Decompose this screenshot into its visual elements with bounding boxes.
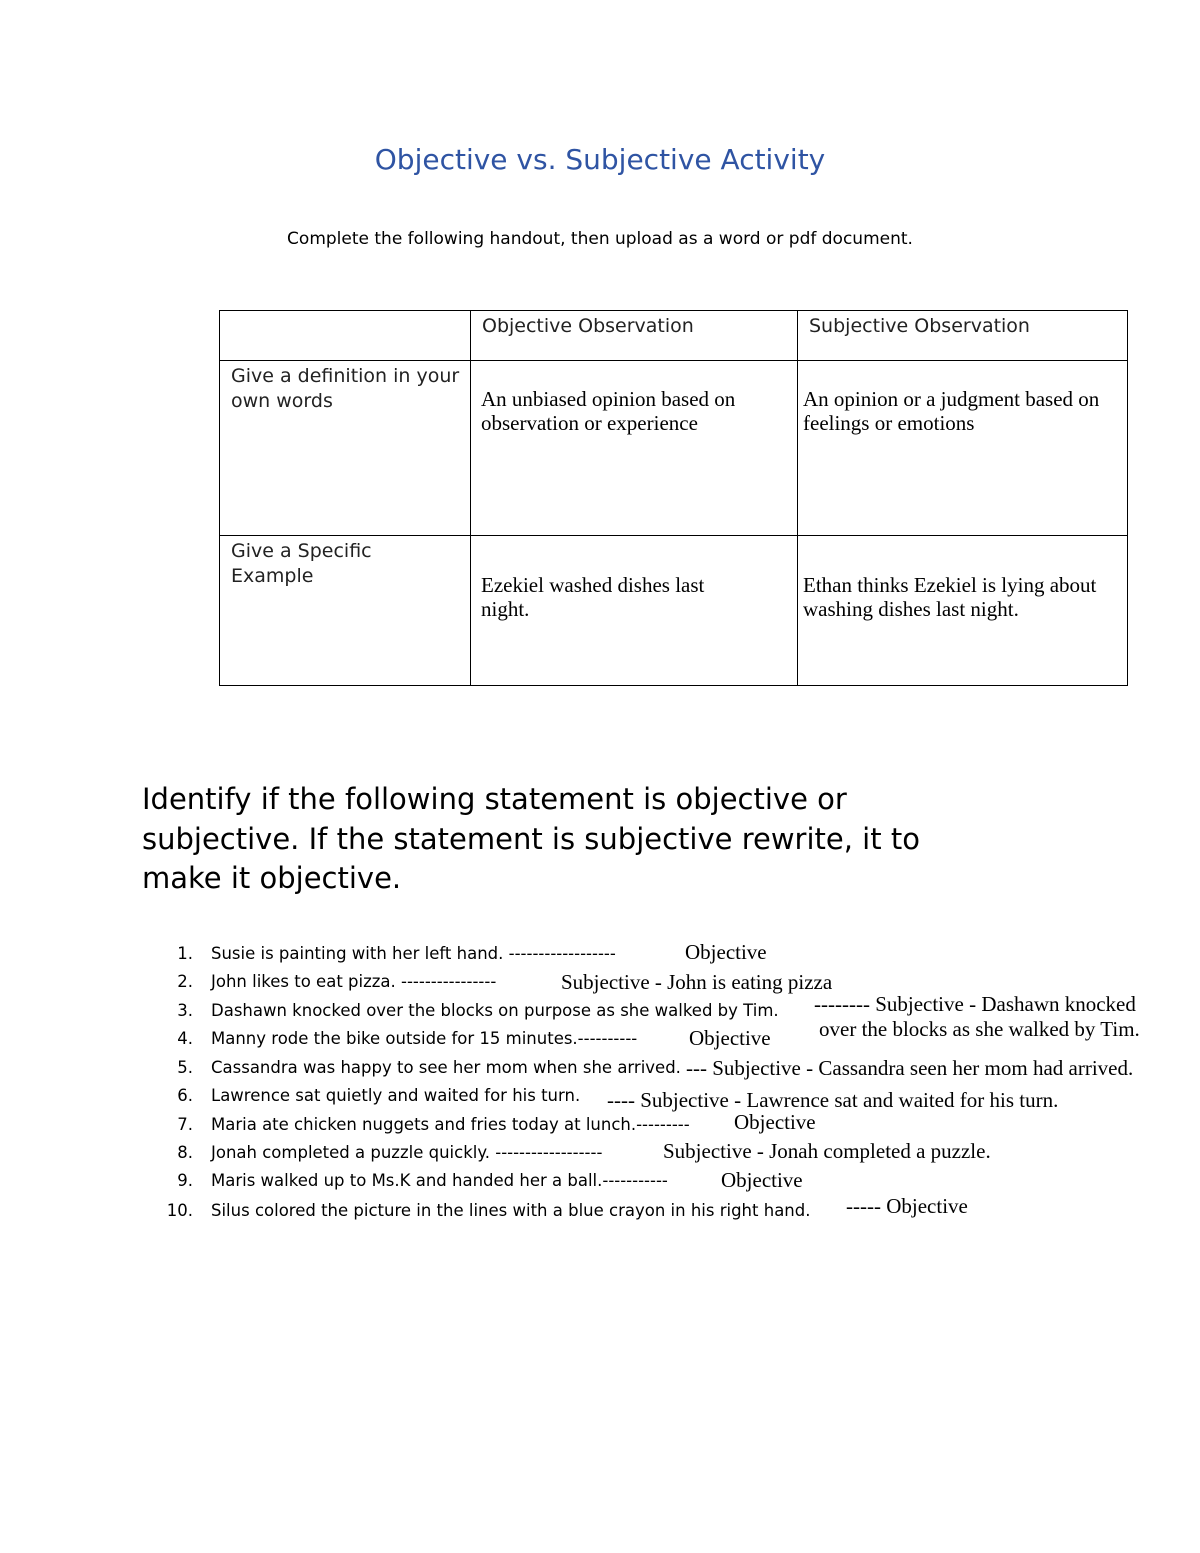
list-item: Silus colored the picture in the lines with a blue crayon in his right hand. xyxy=(211,1201,811,1220)
example-objective: Ezekiel washed dishes last night. xyxy=(471,536,798,686)
list-item: Lawrence sat quietly and waited for his turn. xyxy=(211,1086,581,1105)
header-objective: Objective Observation xyxy=(471,311,798,361)
list-item: Manny rode the bike outside for 15 minutes.---------- xyxy=(211,1029,638,1048)
list-item-number: 10. xyxy=(166,1201,193,1220)
list-item: Dashawn knocked over the blocks on purpose as she walked by Tim. xyxy=(211,1001,779,1020)
definition-objective: An unbiased opinion based on observation or experience xyxy=(471,361,798,536)
list-item-number: 7. xyxy=(177,1115,193,1134)
example-subjective: Ethan thinks Ezekiel is lying about washing dishes last night. xyxy=(798,536,1128,686)
answer: Objective xyxy=(734,1110,816,1134)
row-label: Give a definition in your own words xyxy=(220,361,471,536)
table-row xyxy=(220,361,1128,536)
observation-table xyxy=(219,310,1128,686)
answer: ----- Objective xyxy=(846,1194,968,1218)
list-item-number: 8. xyxy=(177,1143,193,1162)
answer: ---- Subjective - Lawrence sat and waited for his turn. xyxy=(607,1088,1059,1112)
list-item-number: 5. xyxy=(177,1058,193,1077)
header-empty-cell xyxy=(220,311,471,361)
answer: Objective xyxy=(721,1168,803,1192)
answer: Subjective - Jonah completed a puzzle. xyxy=(663,1139,991,1163)
answer: Objective xyxy=(685,940,767,964)
answer: --- Subjective - Cassandra seen her mom had arrived. xyxy=(686,1056,1134,1080)
instructions: Complete the following handout, then upload as a word or pdf document. xyxy=(287,229,913,249)
list-item: Susie is painting with her left hand. ------------------ xyxy=(211,944,616,963)
answer-continued: over the blocks as she walked by Tim. xyxy=(819,1017,1140,1041)
row-label: Give a Specific Example xyxy=(220,536,471,686)
page-title: Objective vs. Subjective Activity xyxy=(374,143,826,176)
list-item: Maria ate chicken nuggets and fries today at lunch.--------- xyxy=(211,1115,690,1134)
answer: Subjective - John is eating pizza xyxy=(561,970,833,994)
header-subjective: Subjective Observation xyxy=(798,311,1128,361)
answer: Objective xyxy=(689,1026,771,1050)
table-row xyxy=(220,536,1128,686)
list-item-number: 2. xyxy=(177,972,193,991)
answer: -------- Subjective - Dashawn knocked xyxy=(814,992,1136,1016)
list-item-number: 3. xyxy=(177,1001,193,1020)
list-item: Maris walked up to Ms.K and handed her a ball.----------- xyxy=(211,1171,668,1190)
definition-subjective: An opinion or a judgment based on feelings or emotions xyxy=(798,361,1128,536)
list-item: John likes to eat pizza. ---------------- xyxy=(211,972,497,991)
list-item: Jonah completed a puzzle quickly. ------------------ xyxy=(211,1143,603,1162)
identify-instructions: Identify if the following statement is objective or subjective. If the statement is subjective rewrite, it to make it objective. xyxy=(142,782,920,895)
list-item: Cassandra was happy to see her mom when she arrived. xyxy=(211,1058,681,1077)
table-header-row xyxy=(220,311,1128,361)
list-item-number: 9. xyxy=(177,1171,193,1190)
list-item-number: 6. xyxy=(177,1086,193,1105)
list-item-number: 4. xyxy=(177,1029,193,1048)
list-item-number: 1. xyxy=(177,944,193,963)
